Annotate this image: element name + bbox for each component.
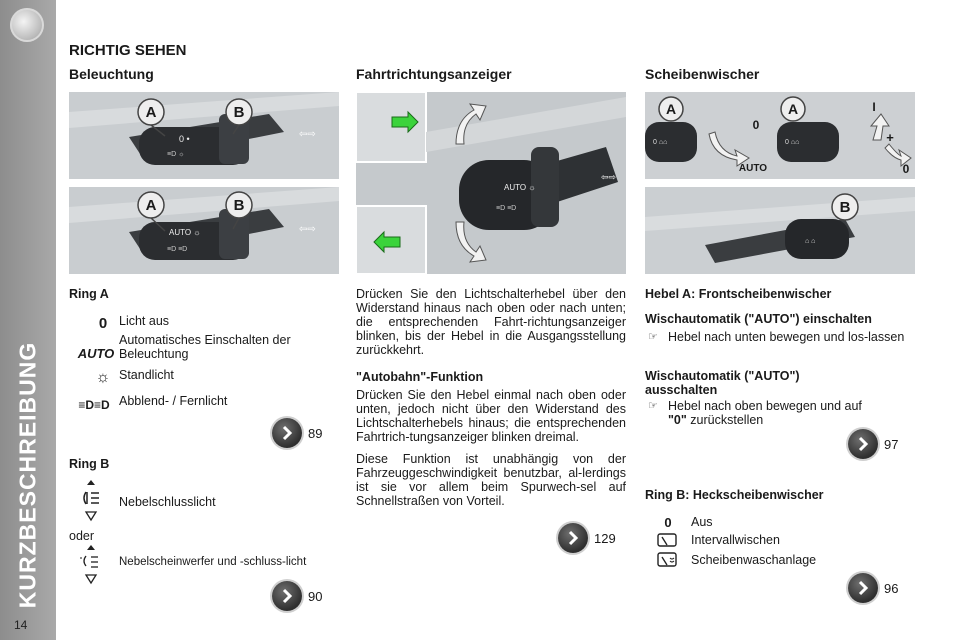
rear-wiper-title: Ring B: Heckscheibenwischer xyxy=(645,488,824,502)
lever-a-label: A xyxy=(665,101,677,117)
zero-icon: 0 xyxy=(664,514,672,530)
headlight-icon: ≡D≡D xyxy=(78,398,110,412)
svg-text:AUTO ☼: AUTO ☼ xyxy=(169,228,201,237)
position-zero-label: 0 xyxy=(902,162,910,176)
svg-text:AUTO ☼: AUTO ☼ xyxy=(504,183,536,192)
page-ref-129[interactable]: 129 xyxy=(558,523,616,553)
chevron-right-icon xyxy=(848,573,878,603)
indicators-image xyxy=(356,92,626,274)
wipers-image-bottom xyxy=(645,187,915,274)
rear-wiper-intermittent: Intervallwischen xyxy=(691,533,780,547)
chevron-right-icon xyxy=(272,418,302,448)
section-title-wipers: Scheibenwischer xyxy=(645,66,760,82)
page-ref-97[interactable]: 97 xyxy=(848,429,898,459)
oder-text: oder xyxy=(69,529,95,543)
rear-fog-icon xyxy=(80,480,102,522)
bullet-icon: ☞ xyxy=(648,331,658,343)
autobahn-title: "Autobahn"-Funktion xyxy=(356,370,484,384)
page-ref-90[interactable]: 90 xyxy=(272,581,322,611)
ring-b-label: B xyxy=(839,198,851,216)
svg-text:⌂ ⌂: ⌂ ⌂ xyxy=(805,238,816,245)
rear-wiper-off: Aus xyxy=(691,515,713,529)
ring-b-title: Ring B xyxy=(69,457,110,471)
position-one-label: I xyxy=(872,100,876,114)
svg-text:⇦⇨: ⇦⇨ xyxy=(299,224,316,235)
sidebar-title: KURZBESCHREIBUNG xyxy=(14,341,41,609)
sidebar xyxy=(0,0,56,640)
indicators-paragraph: Drücken Sie den Lichtschalterhebel über den Widerstand hinaus nach oben oder nach unten; die entsprechenden Fahrt-richtungsanzeiger blinken, bis der Hebel in die Ausgangsstellung zurückkehrt. xyxy=(356,287,626,357)
ring-a-item-off: Licht aus xyxy=(119,314,170,328)
ring-b-label: B xyxy=(233,103,245,121)
autobahn-paragraph: Drücken Sie den Hebel einmal nach oben oder unten, jedoch nicht über den Widerstand des Lichtschalterhebels hinaus; die entsprechenden Fahrtrich-tungsanzeiger blinken dreimal. xyxy=(356,388,626,444)
auto-on-title: Wischautomatik ("AUTO") einschalten xyxy=(645,312,872,326)
bullet-icon: ☞ xyxy=(648,400,658,412)
chevron-right-icon xyxy=(558,523,588,553)
svg-text:≡D ☼: ≡D ☼ xyxy=(167,151,185,158)
lighting-image-bottom xyxy=(69,187,339,274)
ring-a-item-sidelight: Standlicht xyxy=(119,368,174,382)
rear-wiper-washer: Scheibenwaschanlage xyxy=(691,553,817,567)
ring-a-title: Ring A xyxy=(69,287,109,301)
auto-off-title: Wischautomatik ("AUTO") ausschalten xyxy=(645,369,800,397)
lighting-image-top xyxy=(69,92,339,179)
page-ref-89[interactable]: 89 xyxy=(272,418,322,448)
wipers-image-top xyxy=(645,92,915,179)
svg-text:⇦⇨: ⇦⇨ xyxy=(299,129,316,140)
section-title-indicators: Fahrtrichtungsanzeiger xyxy=(356,66,512,82)
lever-a-title: Hebel A: Frontscheibenwischer xyxy=(645,287,832,301)
zero-icon: 0 xyxy=(98,314,108,332)
page-title: RICHTIG SEHEN xyxy=(69,42,187,59)
svg-text:≡D ≡D: ≡D ≡D xyxy=(167,246,188,253)
svg-text:0 ⌂⌂: 0 ⌂⌂ xyxy=(653,139,668,146)
svg-text:≡D ≡D: ≡D ≡D xyxy=(496,205,517,212)
autobahn-note: Diese Funktion ist unabhängig von der Fahrzeuggeschwindigkeit benutzbar, al-lerdings ist sie vor allem beim Spurwech-sel auf Schnellstraßen von Vorteil. xyxy=(356,452,626,508)
ring-b-item-rearfog: Nebelschlusslicht xyxy=(119,495,216,509)
svg-text:0 •: 0 • xyxy=(179,134,190,144)
position-auto-label: AUTO xyxy=(738,162,768,174)
page-number: 14 xyxy=(14,618,28,632)
ring-a-label: A xyxy=(145,103,157,121)
ring-b-item-fog: Nebelscheinwerfer und -schluss-licht xyxy=(119,556,307,568)
intermittent-wipe-icon xyxy=(657,532,679,548)
sidelight-icon: ☼ xyxy=(95,369,111,386)
ring-a-item-headlight: Abblend- / Fernlicht xyxy=(119,394,228,408)
chevron-right-icon xyxy=(272,581,302,611)
position-plus-label: + xyxy=(886,129,894,145)
brand-logo-icon xyxy=(10,8,44,42)
ring-b-label: B xyxy=(233,196,245,214)
washer-icon xyxy=(657,551,679,569)
chevron-right-icon xyxy=(848,429,878,459)
svg-text:0 ⌂⌂: 0 ⌂⌂ xyxy=(785,139,800,146)
lever-a-label: A xyxy=(787,101,799,117)
ring-a-label: A xyxy=(145,196,157,214)
svg-text:⇦⇨: ⇦⇨ xyxy=(601,172,617,182)
auto-on-text: Hebel nach unten bewegen und los-lassen xyxy=(668,330,905,344)
position-zero-label: 0 xyxy=(752,118,760,132)
ring-a-item-auto: Automatisches Einschalten der Beleuchtung xyxy=(119,333,291,361)
front-rear-fog-icon xyxy=(80,545,102,587)
auto-off-text: Hebel nach oben bewegen und auf "0" zurückstellen xyxy=(668,399,862,427)
page-ref-96[interactable]: 96 xyxy=(848,573,898,603)
section-title-lighting: Beleuchtung xyxy=(69,66,154,82)
auto-icon: AUTO xyxy=(77,345,115,361)
